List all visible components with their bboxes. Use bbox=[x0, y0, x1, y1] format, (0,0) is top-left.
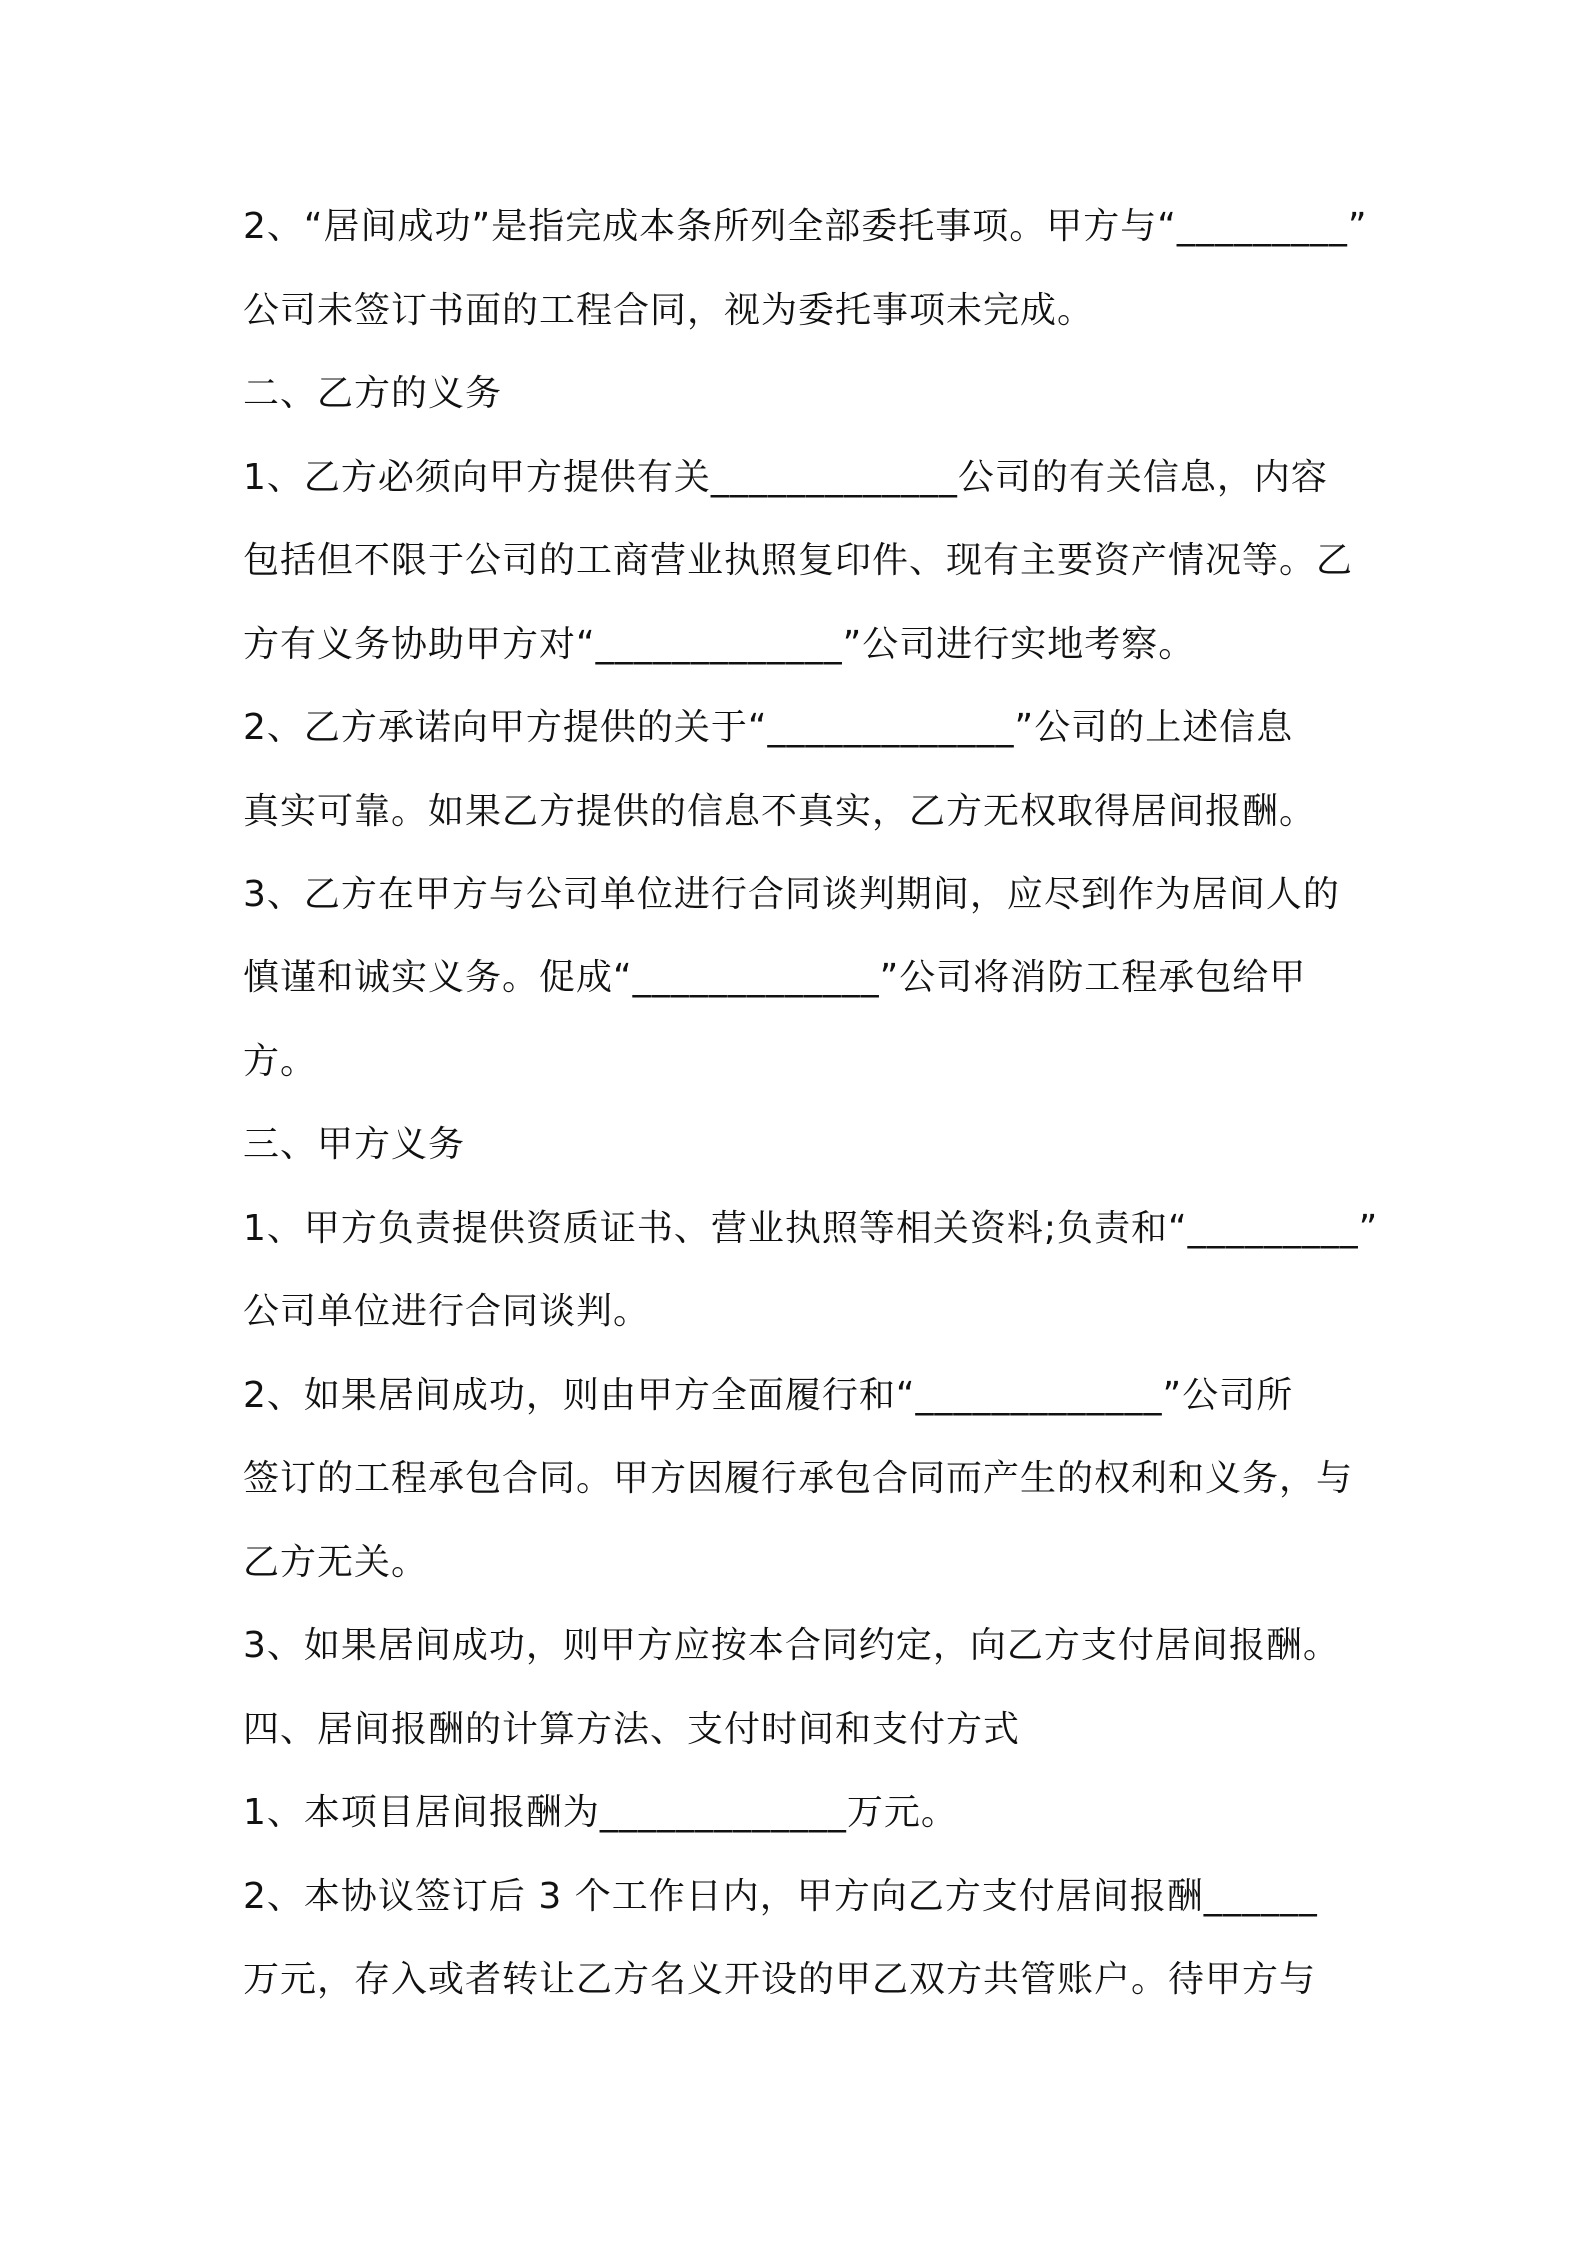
paragraph-line: 1、甲方负责提供资质证书、营业执照等相关资料;负责和“_________” bbox=[243, 1208, 1379, 1249]
paragraph-line: 3、如果居间成功，则甲方应按本合同约定，向乙方支付居间报酬。 bbox=[243, 1625, 1340, 1666]
paragraph-line: 2、本协议签订后 3 个工作日内，甲方向乙方支付居间报酬______ bbox=[243, 1876, 1318, 1917]
paragraph-line: 公司未签订书面的工程合同，视为委托事项未完成。 bbox=[243, 290, 1095, 331]
paragraph-line: 2、乙方承诺向甲方提供的关于“_____________”公司的上述信息 bbox=[243, 707, 1294, 748]
paragraph-line: 签订的工程承包合同。甲方因履行承包合同而产生的权利和义务，与 bbox=[243, 1458, 1354, 1499]
paragraph-line: 包括但不限于公司的工商营业执照复印件、现有主要资产情况等。乙 bbox=[243, 540, 1354, 581]
paragraph-line: 万元，存入或者转让乙方名义开设的甲乙双方共管账户。待甲方与 bbox=[243, 1959, 1317, 2000]
paragraph-line: 慎谨和诚实义务。促成“_____________”公司将消防工程承包给甲 bbox=[243, 957, 1307, 998]
section-heading: 四、居间报酬的计算方法、支付时间和支付方式 bbox=[243, 1709, 1021, 1750]
paragraph-line: 2、“居间成功”是指完成本条所列全部委托事项。甲方与“_________” bbox=[243, 206, 1368, 247]
paragraph-line: 公司单位进行合同谈判。 bbox=[243, 1291, 651, 1332]
paragraph-line: 真实可靠。如果乙方提供的信息不真实，乙方无权取得居间报酬。 bbox=[243, 791, 1317, 832]
section-heading: 二、乙方的义务 bbox=[243, 373, 503, 414]
paragraph-line: 1、乙方必须向甲方提供有关_____________公司的有关信息，内容 bbox=[243, 457, 1328, 498]
paragraph-line: 方有义务协助甲方对“_____________”公司进行实地考察。 bbox=[243, 624, 1196, 665]
paragraph-line: 1、本项目居间报酬为_____________万元。 bbox=[243, 1792, 958, 1833]
paragraph-line: 3、乙方在甲方与公司单位进行合同谈判期间，应尽到作为居间人的 bbox=[243, 874, 1340, 915]
paragraph-line: 方。 bbox=[243, 1041, 318, 1082]
section-heading: 三、甲方义务 bbox=[243, 1124, 466, 1165]
paragraph-line: 乙方无关。 bbox=[243, 1542, 429, 1583]
paragraph-line: 2、如果居间成功，则由甲方全面履行和“_____________”公司所 bbox=[243, 1375, 1294, 1416]
